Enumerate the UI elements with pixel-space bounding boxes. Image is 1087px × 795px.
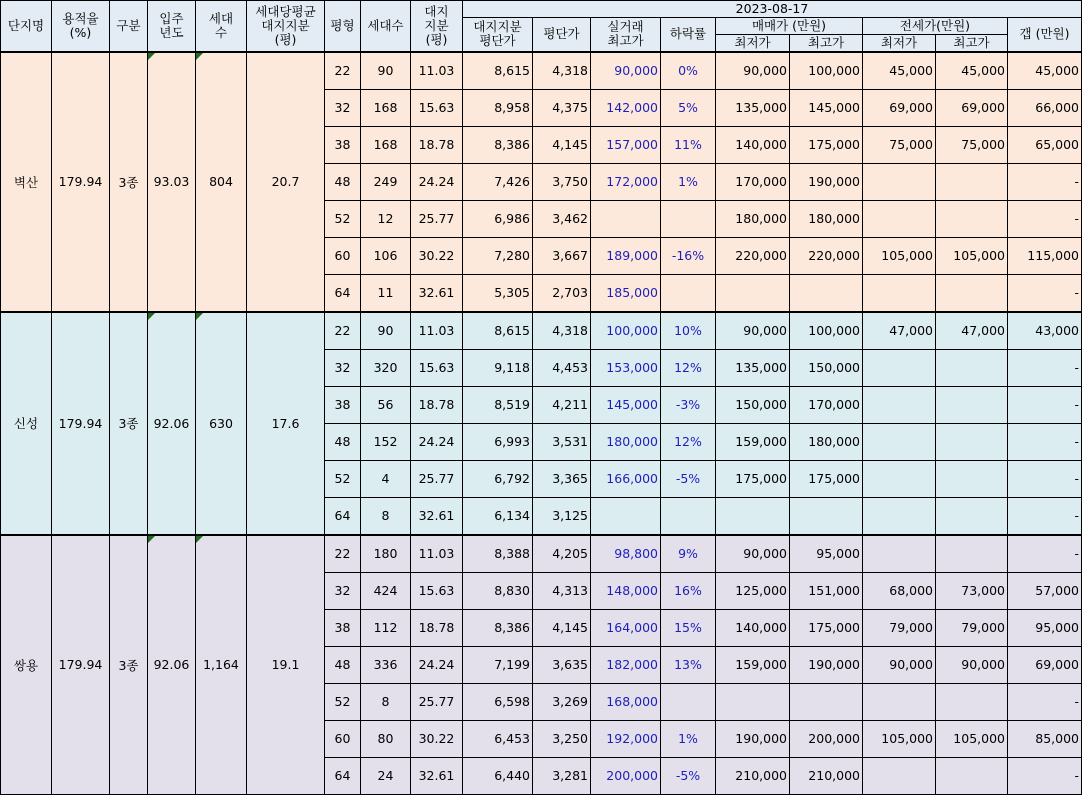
cell-real: 148,000 [591,572,661,609]
cell-real: 182,000 [591,646,661,683]
cell-type: 48 [325,163,361,200]
cell-land: 32.61 [411,497,463,535]
cell-smin: 125,000 [716,572,790,609]
cell-smin: 159,000 [716,646,790,683]
cell-jmax [936,163,1008,200]
cell-lp: 7,199 [463,646,533,683]
cell-jmin: 79,000 [863,609,936,646]
cell-land: 25.77 [411,683,463,720]
cell-pp: 3,667 [533,237,591,274]
cell-type: 64 [325,274,361,312]
avg-land-cell: 19.1 [247,535,325,795]
header-real-max: 실거래 최고가 [591,18,661,52]
cell-drop: 5% [661,89,716,126]
cell-real: 180,000 [591,423,661,460]
cell-lp: 8,615 [463,312,533,350]
cell-real: 90,000 [591,52,661,90]
cell-gap: - [1008,683,1082,720]
cell-jmin [863,163,936,200]
cell-gap: 57,000 [1008,572,1082,609]
households-cell: 804 [196,52,247,312]
cell-type: 22 [325,52,361,90]
header-households: 세대 수 [196,1,247,52]
cell-land: 32.61 [411,757,463,794]
cell-units: 336 [361,646,411,683]
built-cell: 92.06 [148,535,196,795]
cell-type: 32 [325,89,361,126]
cell-real: 192,000 [591,720,661,757]
cell-jmin: 75,000 [863,126,936,163]
cell-type: 60 [325,720,361,757]
table-body [1,52,1082,795]
cell-drop: 12% [661,349,716,386]
cell-jmin: 90,000 [863,646,936,683]
cell-smin [716,274,790,312]
cell-units: 24 [361,757,411,794]
cell-land: 18.78 [411,609,463,646]
cell-jmax: 45,000 [936,52,1008,90]
cell-real: 200,000 [591,757,661,794]
header-type: 평형 [325,1,361,52]
cell-jmax: 90,000 [936,646,1008,683]
cell-gap: - [1008,535,1082,573]
cell-lp: 6,598 [463,683,533,720]
cell-jmax: 105,000 [936,237,1008,274]
complex-name: 쌍용 [1,535,52,795]
far-cell: 179.94 [52,52,110,312]
cell-jmax: 73,000 [936,572,1008,609]
cell-smax [790,683,863,720]
cell-gap: - [1008,200,1082,237]
cell-jmin: 69,000 [863,89,936,126]
cell-units: 249 [361,163,411,200]
cell-real: 142,000 [591,89,661,126]
header-date: 2023-08-17 [463,1,1082,18]
cell-pp: 3,635 [533,646,591,683]
cell-drop: 9% [661,535,716,573]
cell-lp: 6,986 [463,200,533,237]
cell-pp: 4,375 [533,89,591,126]
cell-units: 80 [361,720,411,757]
header-gap: 갭 (만원) [1008,18,1082,52]
cell-pp: 4,145 [533,126,591,163]
cell-type: 48 [325,423,361,460]
zone-cell: 3종 [110,535,148,795]
cell-drop: -5% [661,460,716,497]
cell-land: 11.03 [411,535,463,573]
cell-lp: 6,993 [463,423,533,460]
cell-smax: 180,000 [790,200,863,237]
cell-pp: 4,453 [533,349,591,386]
cell-type: 22 [325,535,361,573]
cell-units: 12 [361,200,411,237]
cell-smax: 175,000 [790,609,863,646]
cell-pp: 3,269 [533,683,591,720]
cell-drop: 11% [661,126,716,163]
cell-smin: 170,000 [716,163,790,200]
header-avg-land: 세대당평균 대지지분 (평) [247,1,325,52]
cell-land: 24.24 [411,163,463,200]
cell-smin: 175,000 [716,460,790,497]
cell-smin: 140,000 [716,126,790,163]
cell-smin: 220,000 [716,237,790,274]
cell-pp: 4,211 [533,386,591,423]
cell-jmax [936,386,1008,423]
cell-pp: 4,318 [533,312,591,350]
cell-type: 32 [325,349,361,386]
cell-units: 8 [361,683,411,720]
cell-type: 38 [325,609,361,646]
cell-gap: 115,000 [1008,237,1082,274]
header-sale: 매매가 (만원) [716,18,863,35]
cell-jmax [936,200,1008,237]
cell-units: 90 [361,312,411,350]
cell-type: 52 [325,200,361,237]
cell-units: 112 [361,609,411,646]
avg-land-cell: 17.6 [247,312,325,535]
cell-smax: 100,000 [790,312,863,350]
cell-drop: 13% [661,646,716,683]
cell-land: 30.22 [411,720,463,757]
header-land: 대지 지분 (평) [411,1,463,52]
cell-land: 11.03 [411,312,463,350]
cell-real [591,497,661,535]
header-land-price: 대지지분 평단가 [463,18,533,52]
cell-gap: - [1008,274,1082,312]
cell-smin: 135,000 [716,349,790,386]
cell-pp: 4,318 [533,52,591,90]
cell-gap: - [1008,757,1082,794]
cell-smin: 135,000 [716,89,790,126]
cell-units: 8 [361,497,411,535]
cell-land: 15.63 [411,349,463,386]
cell-units: 320 [361,349,411,386]
cell-jmin [863,460,936,497]
cell-smax: 190,000 [790,646,863,683]
cell-lp: 7,426 [463,163,533,200]
cell-jmin: 68,000 [863,572,936,609]
cell-real: 98,800 [591,535,661,573]
cell-smax: 190,000 [790,163,863,200]
cell-smin: 190,000 [716,720,790,757]
cell-real: 145,000 [591,386,661,423]
zone-cell: 3종 [110,312,148,535]
cell-jmax [936,683,1008,720]
cell-units: 168 [361,126,411,163]
cell-type: 22 [325,312,361,350]
cell-jmax: 69,000 [936,89,1008,126]
cell-jmin: 105,000 [863,720,936,757]
cell-drop [661,200,716,237]
cell-jmax [936,535,1008,573]
cell-real: 185,000 [591,274,661,312]
cell-units: 4 [361,460,411,497]
cell-smin: 90,000 [716,52,790,90]
cell-units: 152 [361,423,411,460]
cell-gap: 66,000 [1008,89,1082,126]
cell-units: 11 [361,274,411,312]
cell-gap: 85,000 [1008,720,1082,757]
cell-smin [716,497,790,535]
cell-jmin [863,274,936,312]
cell-jmax: 47,000 [936,312,1008,350]
cell-drop: 16% [661,572,716,609]
cell-smin: 180,000 [716,200,790,237]
cell-land: 25.77 [411,200,463,237]
cell-jmin [863,349,936,386]
cell-type: 52 [325,460,361,497]
cell-drop [661,497,716,535]
cell-land: 15.63 [411,89,463,126]
cell-lp: 7,280 [463,237,533,274]
cell-gap: 69,000 [1008,646,1082,683]
cell-jmax [936,274,1008,312]
cell-jmin [863,497,936,535]
cell-smin: 140,000 [716,609,790,646]
cell-lp: 8,388 [463,535,533,573]
households-cell: 1,164 [196,535,247,795]
cell-smax: 95,000 [790,535,863,573]
cell-lp: 8,958 [463,89,533,126]
complex-name: 신성 [1,312,52,535]
cell-real: 153,000 [591,349,661,386]
cell-real: 164,000 [591,609,661,646]
avg-land-cell: 20.7 [247,52,325,312]
cell-land: 15.63 [411,572,463,609]
cell-type: 52 [325,683,361,720]
cell-smin: 90,000 [716,535,790,573]
cell-land: 24.24 [411,646,463,683]
cell-smin [716,683,790,720]
cell-real: 172,000 [591,163,661,200]
cell-drop: 1% [661,163,716,200]
far-cell: 179.94 [52,535,110,795]
cell-jmin [863,757,936,794]
header-complex: 단지명 [1,1,52,52]
cell-jmin: 45,000 [863,52,936,90]
cell-units: 180 [361,535,411,573]
header-built: 입주 년도 [148,1,196,52]
cell-smax: 170,000 [790,386,863,423]
cell-gap: - [1008,163,1082,200]
cell-drop: -16% [661,237,716,274]
built-cell: 93.03 [148,52,196,312]
table-row [1,52,1082,90]
cell-jmax [936,423,1008,460]
cell-jmax: 105,000 [936,720,1008,757]
cell-lp: 8,615 [463,52,533,90]
cell-units: 168 [361,89,411,126]
cell-land: 18.78 [411,126,463,163]
zone-cell: 3종 [110,52,148,312]
header-units: 세대수 [361,1,411,52]
cell-gap: 95,000 [1008,609,1082,646]
cell-smin: 150,000 [716,386,790,423]
cell-smax: 150,000 [790,349,863,386]
cell-smax: 220,000 [790,237,863,274]
cell-drop: 0% [661,52,716,90]
cell-real: 189,000 [591,237,661,274]
cell-pp: 4,145 [533,609,591,646]
cell-drop: 1% [661,720,716,757]
cell-pp: 3,750 [533,163,591,200]
cell-jmin [863,683,936,720]
cell-smax [790,497,863,535]
cell-smax: 175,000 [790,460,863,497]
header-far: 용적율 (%) [52,1,110,52]
cell-smin: 90,000 [716,312,790,350]
cell-land: 24.24 [411,423,463,460]
cell-lp: 5,305 [463,274,533,312]
cell-jmax [936,757,1008,794]
cell-units: 56 [361,386,411,423]
cell-drop [661,274,716,312]
cell-drop [661,683,716,720]
cell-pp: 2,703 [533,274,591,312]
header-drop: 하락률 [661,18,716,52]
cell-units: 90 [361,52,411,90]
complex-name: 벽산 [1,52,52,312]
cell-smax: 210,000 [790,757,863,794]
cell-smax [790,274,863,312]
cell-land: 25.77 [411,460,463,497]
cell-real: 168,000 [591,683,661,720]
cell-land: 30.22 [411,237,463,274]
cell-units: 106 [361,237,411,274]
cell-units: 424 [361,572,411,609]
header-jeonse-max: 최고가 [936,35,1008,52]
cell-pp: 4,205 [533,535,591,573]
cell-gap: - [1008,349,1082,386]
cell-jmin: 105,000 [863,237,936,274]
cell-land: 11.03 [411,52,463,90]
cell-pp: 4,313 [533,572,591,609]
cell-jmax: 79,000 [936,609,1008,646]
header-jeonse: 전세가(만원) [863,18,1008,35]
table-row [1,535,1082,573]
cell-lp: 9,118 [463,349,533,386]
header-pyeong-price: 평단가 [533,18,591,52]
cell-jmin [863,423,936,460]
cell-jmin [863,535,936,573]
cell-gap: - [1008,386,1082,423]
table-row [1,312,1082,350]
cell-land: 18.78 [411,386,463,423]
header-zone: 구분 [110,1,148,52]
cell-real: 100,000 [591,312,661,350]
cell-gap: 65,000 [1008,126,1082,163]
cell-smin: 159,000 [716,423,790,460]
cell-jmin: 47,000 [863,312,936,350]
cell-drop: 12% [661,423,716,460]
cell-lp: 6,440 [463,757,533,794]
cell-jmax [936,349,1008,386]
cell-smin: 210,000 [716,757,790,794]
cell-pp: 3,250 [533,720,591,757]
cell-type: 48 [325,646,361,683]
cell-jmin [863,200,936,237]
cell-type: 32 [325,572,361,609]
cell-pp: 3,125 [533,497,591,535]
cell-type: 64 [325,757,361,794]
cell-pp: 3,365 [533,460,591,497]
cell-lp: 6,134 [463,497,533,535]
cell-lp: 8,386 [463,609,533,646]
cell-smax: 100,000 [790,52,863,90]
cell-gap: - [1008,423,1082,460]
cell-smax: 200,000 [790,720,863,757]
cell-lp: 8,386 [463,126,533,163]
cell-type: 38 [325,126,361,163]
cell-smax: 175,000 [790,126,863,163]
cell-real: 166,000 [591,460,661,497]
cell-lp: 6,453 [463,720,533,757]
cell-type: 64 [325,497,361,535]
header-sale-min: 최저가 [716,35,790,52]
cell-pp: 3,462 [533,200,591,237]
cell-smax: 180,000 [790,423,863,460]
cell-smax: 145,000 [790,89,863,126]
cell-lp: 6,792 [463,460,533,497]
cell-drop: -3% [661,386,716,423]
cell-gap: 45,000 [1008,52,1082,90]
cell-type: 38 [325,386,361,423]
header-sale-max: 최고가 [790,35,863,52]
cell-drop: 10% [661,312,716,350]
cell-lp: 8,830 [463,572,533,609]
cell-smax: 151,000 [790,572,863,609]
cell-jmin [863,386,936,423]
cell-land: 32.61 [411,274,463,312]
cell-pp: 3,281 [533,757,591,794]
cell-gap: - [1008,460,1082,497]
cell-jmax [936,497,1008,535]
cell-pp: 3,531 [533,423,591,460]
households-cell: 630 [196,312,247,535]
cell-jmax [936,460,1008,497]
cell-jmax: 75,000 [936,126,1008,163]
cell-drop: 15% [661,609,716,646]
cell-drop: -5% [661,757,716,794]
far-cell: 179.94 [52,312,110,535]
cell-type: 60 [325,237,361,274]
cell-lp: 8,519 [463,386,533,423]
cell-real [591,200,661,237]
built-cell: 92.06 [148,312,196,535]
cell-gap: - [1008,497,1082,535]
cell-gap: 43,000 [1008,312,1082,350]
header-jeonse-min: 최저가 [863,35,936,52]
cell-real: 157,000 [591,126,661,163]
